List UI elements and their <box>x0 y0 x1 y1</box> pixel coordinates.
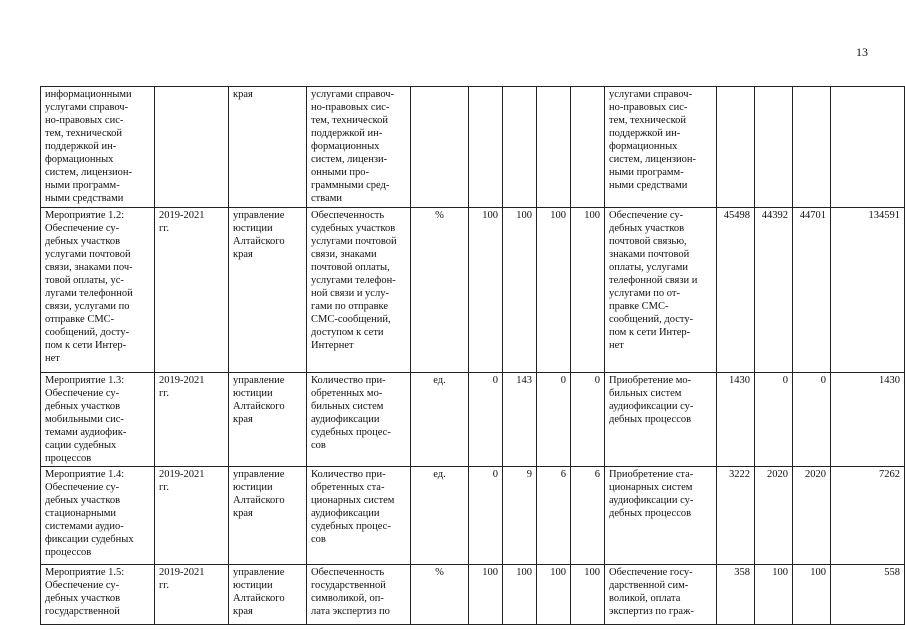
funding-cell: 358 <box>717 565 755 625</box>
cell-line: управление <box>233 375 285 386</box>
cell-line: Количество при- <box>311 375 386 386</box>
cell-line: сов <box>311 440 326 451</box>
cell-line: сообщений, досту- <box>45 327 130 338</box>
indicator-value-cell: 143 <box>503 373 537 467</box>
cell-line: информационными <box>45 89 132 100</box>
funding-cell: 45498 <box>717 208 755 373</box>
indicator-value-cell <box>571 87 605 208</box>
indicator-value-cell: 100 <box>469 565 503 625</box>
result-cell <box>605 373 717 467</box>
cell-line: дебных участков <box>609 223 685 234</box>
cell-line: услугами справоч- <box>311 89 395 100</box>
cell-line: услугами по от- <box>609 288 680 299</box>
cell-line: Алтайского <box>233 495 285 506</box>
indicator-value-cell: 9 <box>503 467 537 565</box>
cell-line: юстиции <box>233 580 273 591</box>
page-number: 13 <box>856 45 868 59</box>
funding-total-cell: 1430 <box>831 373 905 467</box>
funding-cell: 2020 <box>793 467 831 565</box>
funding-cell: 2020 <box>755 467 793 565</box>
cell-line: Алтайского <box>233 236 285 247</box>
table-row <box>41 373 905 467</box>
cell-line: онными про- <box>311 167 370 178</box>
indicator-value-cell: 0 <box>469 467 503 565</box>
cell-line: систем, лицензион- <box>609 154 696 165</box>
cell-line: отправке СМС- <box>45 314 115 325</box>
indicator-value-cell: 0 <box>571 373 605 467</box>
funding-cell <box>793 87 831 208</box>
unit-cell: % <box>411 208 469 373</box>
cell-line: почтовой связью, <box>609 236 687 247</box>
result-cell <box>605 565 717 625</box>
funding-cell: 44392 <box>755 208 793 373</box>
program-measures-table <box>40 86 905 625</box>
cell-line: лугами телефонной <box>45 288 133 299</box>
indicator-value-cell: 0 <box>469 373 503 467</box>
indicator-value-cell <box>537 87 571 208</box>
table-row <box>41 208 905 373</box>
cell-line: пом к сети Интер- <box>609 327 691 338</box>
executor-cell <box>229 208 307 373</box>
table-row <box>41 565 905 625</box>
period-cell <box>155 565 229 625</box>
cell-line: края <box>233 606 253 617</box>
cell-line: фиксации судебных <box>45 534 134 545</box>
cell-line: Мероприятие 1.5: <box>45 567 125 578</box>
executor-cell <box>229 373 307 467</box>
measure-cell <box>41 565 155 625</box>
cell-line: но-правовых сис- <box>311 102 390 113</box>
period-cell <box>155 208 229 373</box>
indicator-cell <box>307 87 411 208</box>
cell-line: нет <box>609 340 624 351</box>
indicator-value-cell: 6 <box>571 467 605 565</box>
funding-total-cell: 134591 <box>831 208 905 373</box>
table-row <box>41 467 905 565</box>
cell-line: Обеспечение госу- <box>609 567 693 578</box>
cell-line: оплаты, услугами <box>609 262 689 273</box>
cell-line: правке СМС- <box>609 301 669 312</box>
cell-line: процессов <box>45 453 92 464</box>
cell-line: Алтайского <box>233 593 285 604</box>
cell-line: формационных <box>311 141 380 152</box>
indicator-value-cell: 100 <box>503 208 537 373</box>
indicator-value-cell: 100 <box>537 208 571 373</box>
unit-cell <box>411 87 469 208</box>
cell-line: Интернет <box>311 340 354 351</box>
indicator-value-cell <box>503 87 537 208</box>
cell-line: формационных <box>45 154 114 165</box>
cell-line: управление <box>233 469 285 480</box>
result-cell <box>605 208 717 373</box>
unit-cell: ед. <box>411 373 469 467</box>
cell-line: ными средствами <box>609 180 688 191</box>
cell-line: гг. <box>159 580 170 591</box>
cell-line: поддержкой ин- <box>45 141 117 152</box>
executor-cell <box>229 565 307 625</box>
cell-line: судебных процес- <box>311 427 391 438</box>
cell-line: телефонной связи и <box>609 275 698 286</box>
cell-line: дебных процессов <box>609 414 692 425</box>
funding-cell: 0 <box>755 373 793 467</box>
funding-cell: 1430 <box>717 373 755 467</box>
cell-line: Приобретение ста- <box>609 469 694 480</box>
cell-line: граммными сред- <box>311 180 390 191</box>
funding-total-cell: 558 <box>831 565 905 625</box>
cell-line: гг. <box>159 482 170 493</box>
cell-line: тем, технической <box>45 128 123 139</box>
cell-line: края <box>233 508 253 519</box>
cell-line: юстиции <box>233 223 273 234</box>
funding-cell: 44701 <box>793 208 831 373</box>
cell-line: ными программ- <box>609 167 684 178</box>
cell-line: Обеспечение су- <box>45 388 120 399</box>
period-cell <box>155 87 229 208</box>
table-row <box>41 87 905 208</box>
cell-line: гами по отправке <box>311 301 389 312</box>
indicator-value-cell: 100 <box>469 208 503 373</box>
cell-line: судебных участков <box>311 223 396 234</box>
cell-line: Мероприятие 1.4: <box>45 469 125 480</box>
indicator-cell <box>307 208 411 373</box>
cell-line: темами аудиофик- <box>45 427 127 438</box>
cell-line: Обеспеченность <box>311 210 385 221</box>
cell-line: товой оплаты, ус- <box>45 275 124 286</box>
cell-line: аудиофиксации су- <box>609 401 694 412</box>
cell-line: символикой, оп- <box>311 593 384 604</box>
cell-line: ными средствами <box>45 193 124 204</box>
cell-line: формационных <box>609 141 678 152</box>
cell-line: лата экспертиз по <box>311 606 390 617</box>
cell-line: тем, технической <box>311 115 389 126</box>
cell-line: обретенных мо- <box>311 388 383 399</box>
cell-line: сации судебных <box>45 440 117 451</box>
measure-cell <box>41 467 155 565</box>
period-cell <box>155 467 229 565</box>
indicator-value-cell: 100 <box>537 565 571 625</box>
executor-cell <box>229 467 307 565</box>
cell-line: Обеспечение су- <box>45 482 120 493</box>
funding-cell: 3222 <box>717 467 755 565</box>
cell-line: дебных процессов <box>609 508 692 519</box>
measure-cell <box>41 87 155 208</box>
cell-line: нет <box>45 353 60 364</box>
result-cell <box>605 467 717 565</box>
cell-line: аудиофиксации <box>311 414 380 425</box>
funding-cell <box>755 87 793 208</box>
cell-line: услугами почтовой <box>311 236 397 247</box>
cell-line: управление <box>233 567 285 578</box>
cell-line: государственной <box>311 580 386 591</box>
cell-line: ствами <box>311 193 342 204</box>
cell-line: дебных участков <box>45 236 121 247</box>
cell-line: но-правовых сис- <box>45 115 124 126</box>
cell-line: сообщений, досту- <box>609 314 694 325</box>
funding-cell: 0 <box>793 373 831 467</box>
cell-line: гг. <box>159 223 170 234</box>
cell-line: Приобретение мо- <box>609 375 692 386</box>
indicator-value-cell: 100 <box>503 565 537 625</box>
cell-line: 2019-2021 <box>159 469 205 480</box>
cell-line: поддержкой ин- <box>609 128 681 139</box>
cell-line: Обеспечение су- <box>609 210 684 221</box>
cell-line: тем, технической <box>609 115 687 126</box>
indicator-cell <box>307 565 411 625</box>
cell-line: ционарных систем <box>311 495 395 506</box>
cell-line: 2019-2021 <box>159 210 205 221</box>
cell-line: знаками почтовой <box>609 249 690 260</box>
cell-line: аудиофиксации су- <box>609 495 694 506</box>
measure-cell <box>41 373 155 467</box>
cell-line: Алтайского <box>233 401 285 412</box>
cell-line: дебных участков <box>45 401 121 412</box>
cell-line: но-правовых сис- <box>609 102 688 113</box>
cell-line: ционарных систем <box>609 482 693 493</box>
unit-cell: ед. <box>411 467 469 565</box>
cell-line: Мероприятие 1.3: <box>45 375 125 386</box>
cell-line: обретенных ста- <box>311 482 385 493</box>
cell-line: пом к сети Интер- <box>45 340 127 351</box>
indicator-cell <box>307 467 411 565</box>
funding-cell <box>717 87 755 208</box>
cell-line: доступом к сети <box>311 327 384 338</box>
funding-total-cell: 7262 <box>831 467 905 565</box>
cell-line: 2019-2021 <box>159 567 205 578</box>
cell-line: гг. <box>159 388 170 399</box>
cell-line: мобильными сис- <box>45 414 124 425</box>
cell-line: Обеспечение су- <box>45 580 120 591</box>
cell-line: процессов <box>45 547 92 558</box>
cell-line: услугами справоч- <box>45 102 129 113</box>
indicator-cell <box>307 373 411 467</box>
cell-line: судебных процес- <box>311 521 391 532</box>
cell-line: Обеспеченность <box>311 567 385 578</box>
cell-line: услугами почтовой <box>45 249 131 260</box>
cell-line: почтовой оплаты, <box>311 262 390 273</box>
cell-line: края <box>233 414 253 425</box>
cell-line: края <box>233 249 253 260</box>
measure-cell <box>41 208 155 373</box>
cell-line: системами аудио- <box>45 521 124 532</box>
indicator-value-cell: 0 <box>537 373 571 467</box>
cell-line: юстиции <box>233 388 273 399</box>
cell-line: СМС-сообщений, <box>311 314 391 325</box>
indicator-value-cell <box>469 87 503 208</box>
cell-line: связи, знаками <box>311 249 377 260</box>
cell-line: ной связи и услу- <box>311 288 389 299</box>
cell-line: дебных участков <box>45 495 121 506</box>
cell-line: услугами телефон- <box>311 275 396 286</box>
cell-line: края <box>233 89 253 100</box>
cell-line: управление <box>233 210 285 221</box>
cell-line: систем, лицензион- <box>45 167 132 178</box>
cell-line: связи, знаками поч- <box>45 262 133 273</box>
cell-line: связи, услугами по <box>45 301 130 312</box>
funding-cell: 100 <box>793 565 831 625</box>
cell-line: 2019-2021 <box>159 375 205 386</box>
cell-line: дебных участков <box>45 593 121 604</box>
unit-cell: % <box>411 565 469 625</box>
cell-line: бильных систем <box>609 388 682 399</box>
cell-line: аудиофиксации <box>311 508 380 519</box>
cell-line: дарственной сим- <box>609 580 689 591</box>
result-cell <box>605 87 717 208</box>
cell-line: стационарными <box>45 508 116 519</box>
cell-line: юстиции <box>233 482 273 493</box>
cell-line: услугами справоч- <box>609 89 693 100</box>
indicator-value-cell: 100 <box>571 565 605 625</box>
cell-line: экспертиз по граж- <box>609 606 694 617</box>
cell-line: воликой, оплата <box>609 593 681 604</box>
cell-line: сов <box>311 534 326 545</box>
indicator-value-cell: 100 <box>571 208 605 373</box>
period-cell <box>155 373 229 467</box>
executor-cell <box>229 87 307 208</box>
cell-line: Количество при- <box>311 469 386 480</box>
cell-line: Мероприятие 1.2: <box>45 210 125 221</box>
cell-line: ными программ- <box>45 180 120 191</box>
indicator-value-cell: 6 <box>537 467 571 565</box>
funding-total-cell <box>831 87 905 208</box>
cell-line: государственной <box>45 606 120 617</box>
cell-line: поддержкой ин- <box>311 128 383 139</box>
cell-line: бильных систем <box>311 401 384 412</box>
funding-cell: 100 <box>755 565 793 625</box>
table-body <box>41 87 905 625</box>
cell-line: систем, лицензи- <box>311 154 388 165</box>
cell-line: Обеспечение су- <box>45 223 120 234</box>
